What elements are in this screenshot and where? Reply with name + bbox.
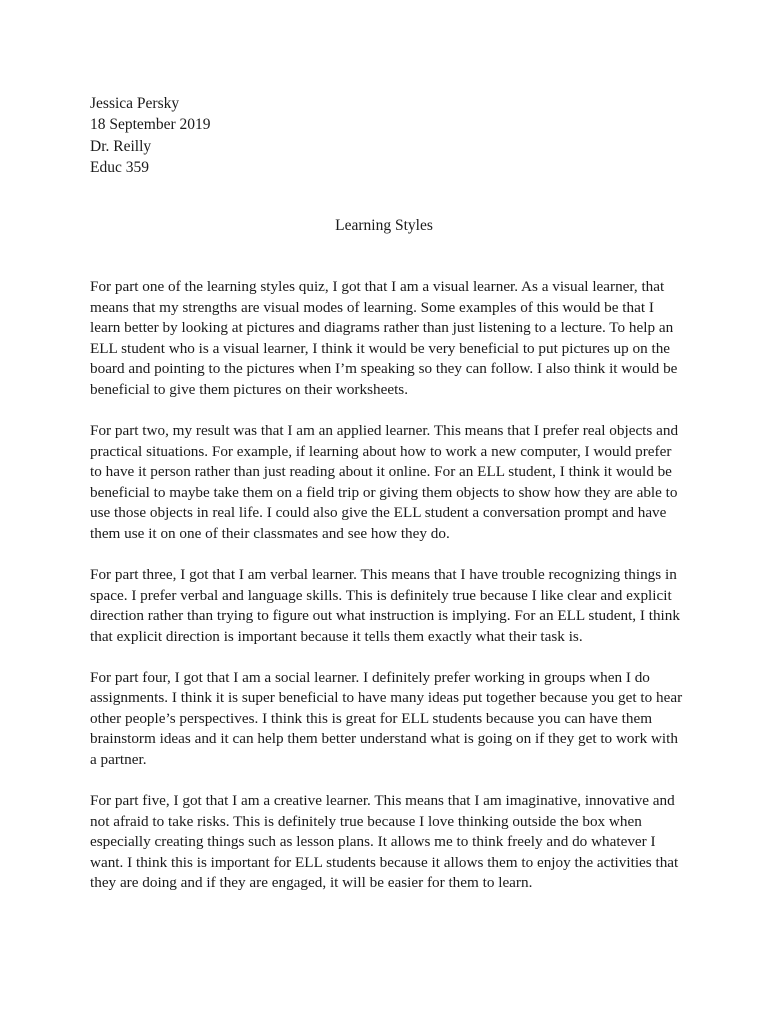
text-line: For part four, I got that I am a social learner. I definitely prefer working in groups when I do bbox=[90, 668, 650, 686]
text-line: For part two, my result was that I am an applied learner. This means that I prefer real objects and bbox=[90, 421, 679, 439]
text-line: For part five, I got that I am a creative learner. This means that I am imaginative, innovative and bbox=[90, 792, 675, 810]
header-block bbox=[90, 93, 211, 178]
text-line: use those objects in real life. I could also give the ELL student a conversation prompt and have bbox=[90, 504, 667, 522]
paragraph-part-five bbox=[90, 791, 686, 894]
text-line: For part one of the learning styles quiz, I got that I am a visual learner. As a visual learner, that bbox=[90, 278, 665, 295]
text-line: means that my strengths are visual modes of learning. Some examples of this would be that I bbox=[90, 298, 654, 316]
text-line: not afraid to take risks. This is definitely true because I love thinking outside the box when bbox=[90, 812, 642, 830]
document-date: 18 September 2019 bbox=[90, 116, 211, 134]
text-line: ELL student who is a visual learner, I think it would be very beneficial to put pictures up on the bbox=[90, 339, 671, 357]
course-code: Educ 359 bbox=[90, 158, 149, 176]
text-line: a partner. bbox=[90, 751, 147, 769]
text-line: direction rather than trying to figure out what instruction is implying. For an ELL student, I think bbox=[90, 607, 680, 625]
text-line: other people’s perspectives. I think this is great for ELL students because you can have them bbox=[90, 709, 653, 727]
text-line: want. I think this is important for ELL students because it allows them to enjoy the activities that bbox=[90, 853, 679, 871]
text-line: space. I prefer verbal and language skills. This is definitely true because I like clear and explicit bbox=[90, 586, 672, 604]
paragraph-part-one bbox=[90, 277, 686, 401]
text-line: For part three, I got that I am verbal learner. This means that I have trouble recognizing things in bbox=[90, 565, 677, 583]
paragraph-part-four bbox=[90, 668, 686, 771]
text-line: to have it person rather than just reading about it online. For an ELL student, I think it would be bbox=[90, 463, 672, 481]
paragraph-part-two bbox=[90, 421, 686, 545]
text-line: they are doing and if they are engaged, it will be easier for them to learn. bbox=[90, 874, 533, 892]
text-line: especially creating things such as lesson plans. It allows me to think freely and do whatever I bbox=[90, 833, 656, 851]
text-line: beneficial to maybe take them on a field trip or giving them objects to show how they are able to bbox=[90, 483, 678, 501]
document-body bbox=[90, 277, 686, 914]
text-line: that explicit direction is important because it tells them exactly what their task is. bbox=[90, 627, 583, 645]
professor-name: Dr. Reilly bbox=[90, 137, 152, 155]
text-line: brainstorm ideas and it can help them better understand what is going on if they get to work with bbox=[90, 730, 678, 748]
author-name: Jessica Persky bbox=[90, 95, 180, 112]
text-line: beneficial to give them pictures on their worksheets. bbox=[90, 380, 408, 398]
paragraph-part-three bbox=[90, 565, 686, 647]
text-line: assignments. I think it is super beneficial to have many ideas put together because you get to hear bbox=[90, 689, 683, 707]
document-title: Learning Styles bbox=[335, 217, 433, 234]
text-line: learn better by looking at pictures and diagrams rather than just listening to a lecture. To help an bbox=[90, 319, 674, 337]
text-line: board and pointing to the pictures when I’m speaking so they can follow. I also think it would be bbox=[90, 360, 678, 378]
text-line: them use it on one of their classmates and see how they do. bbox=[90, 524, 450, 542]
text-line: practical situations. For example, if learning about how to work a new computer, I would prefer bbox=[90, 442, 672, 460]
